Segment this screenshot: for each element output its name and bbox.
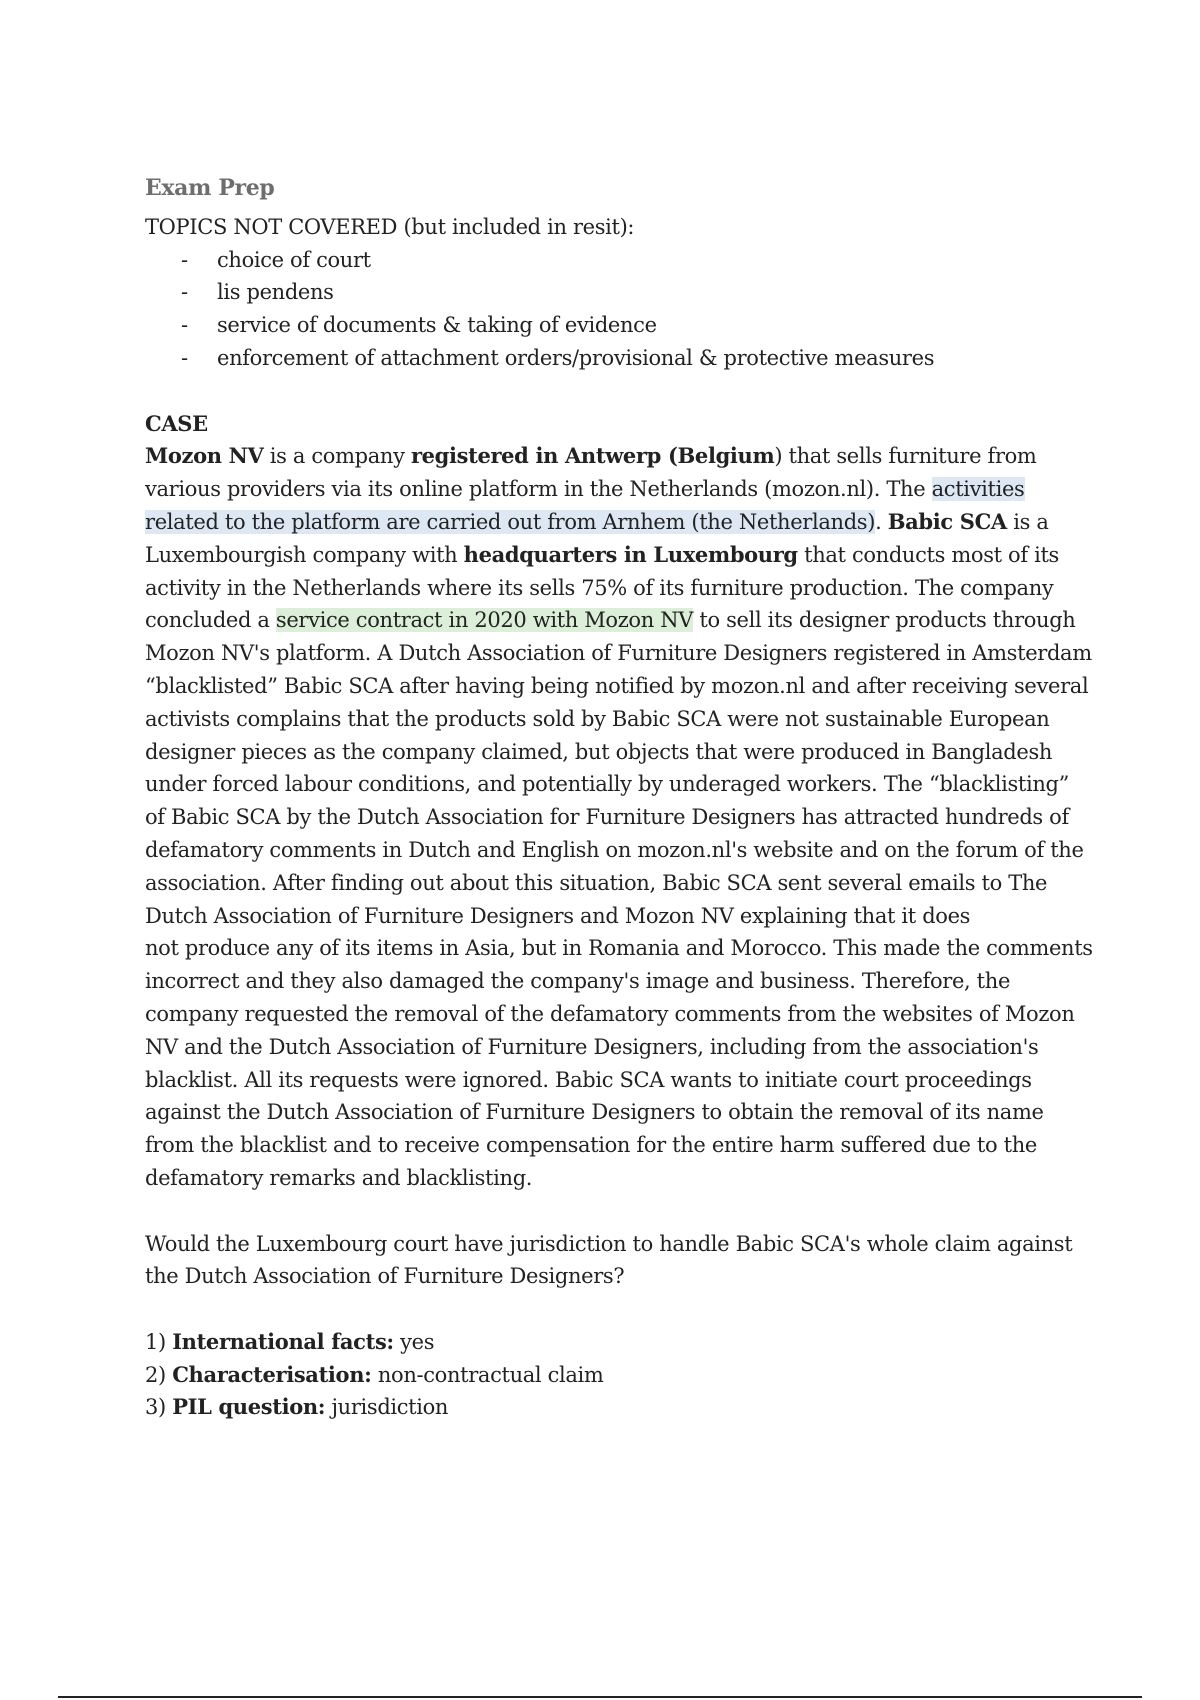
bullet-dash: -: [181, 247, 188, 272]
document-page: [145, 172, 1095, 1424]
bullet-dash: -: [181, 345, 188, 370]
highlight-blue: activities related to the platform are carried out from Arnhem (the Netherlands): [145, 477, 1025, 534]
list-item: 2) Characterisation: non-contractual claim: [145, 1361, 604, 1387]
case-paragraph: Mozon NV is a company registered in Antwerp (Belgium) that sells furniture from various providers via its online platform in the Netherlands (mozon.nl). The activities related to the platform are carried out from Arnhem (the Netherlands). Babic SCA is a Luxembourgish company with headquarters in Luxembourg that conducts most of its activity in the Netherlands where its sells 75% of its furniture production. The company concluded a service contract in 2020 with Mozon NV to sell its designer products through Mozon NV's platform. A Dutch Association of Furniture Designers registered in Amsterdam “blacklisted” Babic SCA after having being notified by mozon.nl and after receiving several activists complains that the products sold by Babic SCA were not sustainable European designer pieces as the company claimed, but objects that were produced in Bangladesh under forced labour conditions, and potentially by underaged workers. The “blacklisting” of Babic SCA by the Dutch Association for Furniture Designers has attracted hundreds of defamatory comments in Dutch and English on mozon.nl's website and on the forum of the association. After finding out about this situation, Babic SCA sent several emails to The Dutch Association of Furniture Designers and Mozon NV explaining that it does: [145, 443, 1092, 928]
bullet-dash: -: [181, 280, 188, 305]
question: Would the Luxembourg court have jurisdiction to handle Babic SCA's whole claim against the Dutch Association of Furniture Designers?: [145, 1231, 1073, 1289]
list-item: - choice of court: [145, 244, 1095, 277]
topics-list: [145, 244, 1095, 375]
highlight-green: service contract in 2020 with Mozon NV: [275, 608, 694, 633]
list-item: - service of documents & taking of evidence: [145, 309, 1095, 342]
list-item: 1) International facts: yes: [145, 1328, 435, 1354]
analysis-list: [145, 1326, 1095, 1424]
case-heading: CASE: [145, 410, 208, 436]
topics-heading: TOPICS NOT COVERED (but included in resit):: [145, 214, 635, 239]
list-item: - enforcement of attachment orders/provisional & protective measures: [145, 342, 1095, 375]
page-title: Exam Prep: [145, 175, 275, 201]
bullet-dash: -: [181, 313, 188, 338]
case-paragraph-continued: not produce any of its items in Asia, but in Romania and Morocco. This made the comments incorrect and they also damaged the company's image and business. Therefore, the company requested the removal of the defamatory comments from the websites of Mozon NV and the Dutch Association of Furniture Designers, including from the association's blacklist. All its requests were ignored. Babic SCA wants to initiate court proceedings against the Dutch Association of Furniture Designers to obtain the removal of its name from the blacklist and to receive compensation for the entire harm suffered due to the defamatory remarks and blacklisting.: [145, 936, 1093, 1190]
list-item: - lis pendens: [145, 276, 1095, 309]
footer-divider: [58, 1696, 1142, 1698]
list-item: 3) PIL question: jurisdiction: [145, 1394, 449, 1420]
